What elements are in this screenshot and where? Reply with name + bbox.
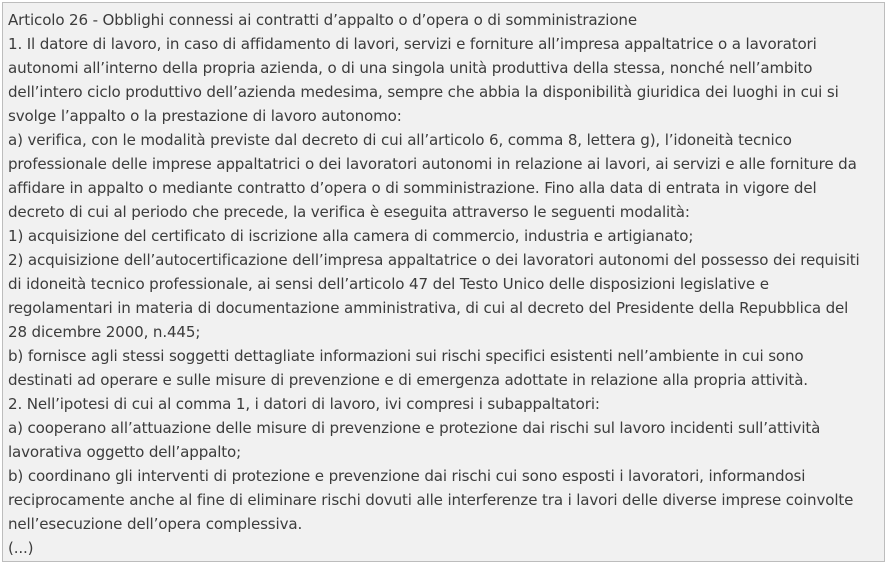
text-line: autonomi all’interno della propria azienda, o di una singola unità produttiva della stessa, nonché nell’ambito [8,59,813,77]
text-line: 28 dicembre 2000, n.445; [8,323,201,341]
text-line: reciprocamente anche al fine di eliminare rischi dovuti alle interferenze tra i lavori delle diverse imprese coinvolte [8,491,854,509]
ellipsis-line: (...) [8,539,34,557]
text-line: lavorativa oggetto dell’appalto; [8,443,242,461]
text-line: 2. Nell’ipotesi di cui al comma 1, i datori di lavoro, ivi compresi i subappaltatori: [8,395,600,413]
article-text [8,8,883,560]
text-line: dell’intero ciclo produttivo dell’azienda medesima, sempre che abbia la disponibilità giuridica dei luoghi in cui si [8,83,839,101]
article-text-box [2,2,885,562]
text-line: destinati ad operare e sulle misure di prevenzione e di emergenza adottate in relazione alla propria attività. [8,371,808,389]
text-line: b) coordinano gli interventi di protezione e prevenzione dai rischi cui sono esposti i lavoratori, informandosi [8,467,806,485]
text-line: 1) acquisizione del certificato di iscrizione alla camera di commercio, industria e artigianato; [8,227,694,245]
text-line: a) cooperano all’attuazione delle misure di prevenzione e protezione dai rischi sul lavoro incidenti sull’attività [8,419,821,437]
text-line: 2) acquisizione dell’autocertificazione dell’impresa appaltatrice o dei lavoratori autonomi del possesso dei requisiti [8,251,860,269]
text-line: b) fornisce agli stessi soggetti dettagliate informazioni sui rischi specifici esistenti nell’ambiente in cui sono [8,347,804,365]
text-line: a) verifica, con le modalità previste dal decreto di cui all’articolo 6, comma 8, lettera g), l’idoneità tecnico [8,131,792,149]
text-line: decreto di cui al periodo che precede, la verifica è eseguita attraverso le seguenti modalità: [8,203,690,221]
text-line: regolamentari in materia di documentazione amministrativa, di cui al decreto del Presidente della Repubblica del [8,299,849,317]
text-line: 1. Il datore di lavoro, in caso di affidamento di lavori, servizi e forniture all’impresa appaltatrice o a lavoratori [8,35,817,53]
text-line: professionale delle imprese appaltatrici o dei lavoratori autonomi in relazione ai lavori, ai servizi e alle forniture da [8,155,857,173]
article-title: Articolo 26 - Obblighi connessi ai contratti d’appalto o d’opera o di somministrazione [8,11,637,29]
text-line: di idoneità tecnico professionale, ai sensi dell’articolo 47 del Testo Unico delle disposizioni legislative e [8,275,769,293]
text-line: affidare in appalto o mediante contratto d’opera o di somministrazione. Fino alla data di entrata in vigore del [8,179,817,197]
text-line: nell’esecuzione dell’opera complessiva. [8,515,303,533]
text-line: svolge l’appalto o la prestazione di lavoro autonomo: [8,107,402,125]
